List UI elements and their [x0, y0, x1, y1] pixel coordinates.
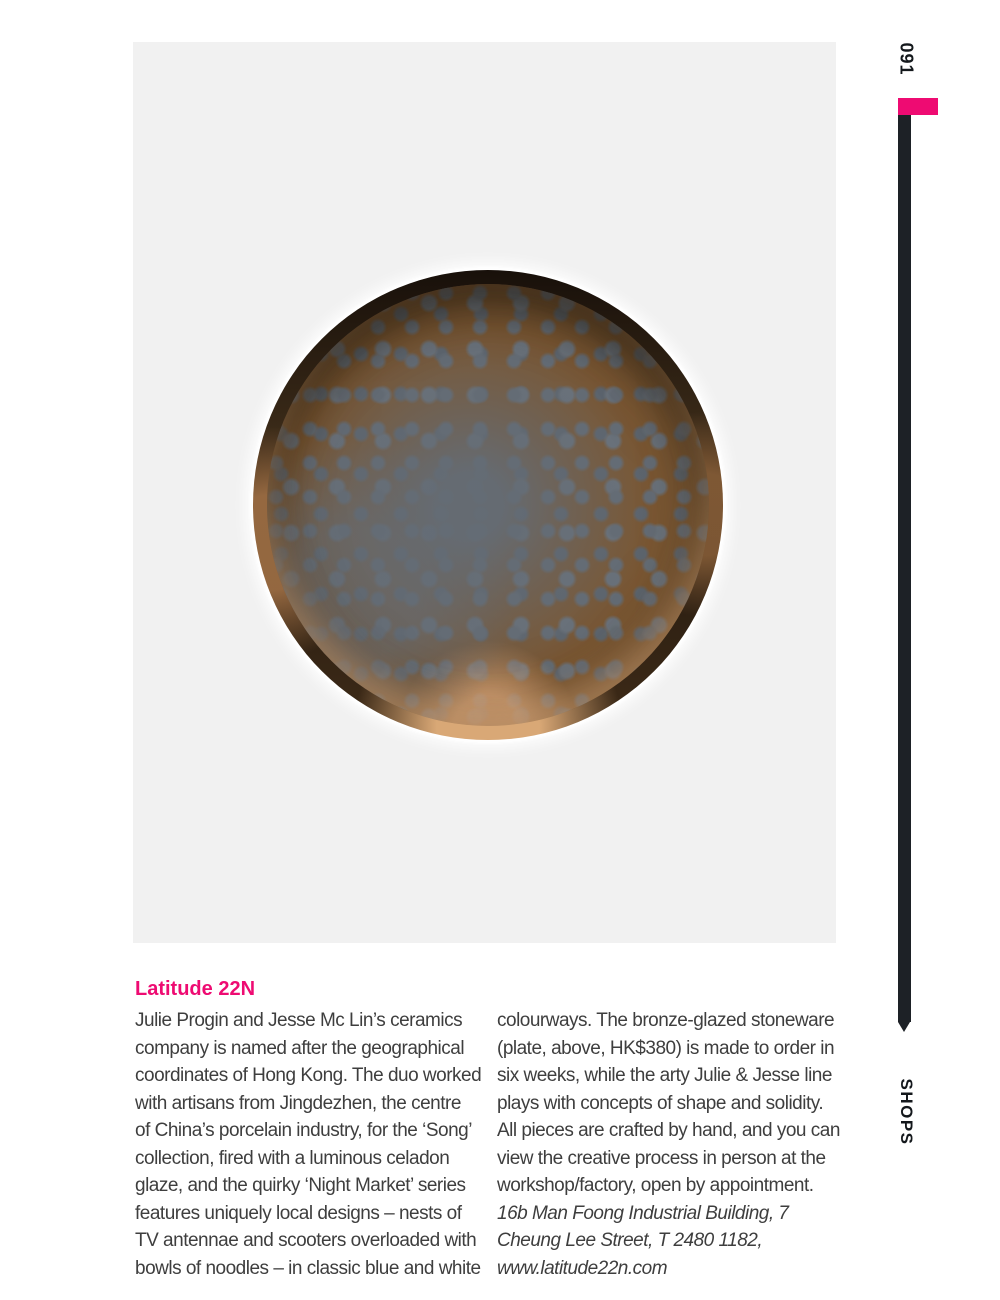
text-line: company is named after the geographical [135, 1037, 465, 1059]
text-line: of China’s porcelain industry, for the ‘Song’ [135, 1120, 472, 1141]
article-column-left [135, 1007, 481, 1282]
plate-glaze-texture [267, 284, 709, 726]
text-line: All pieces are crafted by hand, and you can [497, 1120, 840, 1141]
text-line: with artisans from Jingdezhen, the centre [135, 1092, 461, 1114]
edge-rule-line [898, 115, 911, 1022]
article-body-right [497, 1007, 840, 1200]
arrow-down-icon [898, 1022, 910, 1032]
text-line: coordinates of Hong Kong. The duo worked [135, 1065, 482, 1086]
text-line: glaze, and the quirky ‘Night Market’ series [135, 1175, 466, 1196]
text-line: collection, fired with a luminous celadon [135, 1147, 450, 1169]
text-line: colourways. The bronze-glazed stoneware [497, 1010, 835, 1031]
text-line: bowls of noodles – in classic blue and white [135, 1257, 481, 1279]
pink-edge-marker [898, 98, 938, 115]
section-label: SHOPS [897, 1078, 916, 1146]
bronze-plate-image [253, 270, 723, 740]
text-line: view the creative process in person at the [497, 1147, 826, 1169]
text-line: workshop/factory, open by appointment. [497, 1175, 814, 1196]
text-line: features uniquely local designs – nests of [135, 1202, 462, 1224]
photo-panel [133, 42, 836, 943]
article-title: Latitude 22N [135, 978, 256, 1000]
text-line: www.latitude22n.com [497, 1257, 668, 1279]
text-line: six weeks, while the arty Julie & Jesse line [497, 1065, 832, 1086]
text-line: Julie Progin and Jesse Mc Lin’s ceramics [135, 1010, 463, 1031]
page-number: 091 [896, 42, 917, 76]
text-line: 16b Man Foong Industrial Building, 7 [497, 1202, 789, 1224]
text-line: plays with concepts of shape and solidity. [497, 1092, 824, 1114]
text-line: (plate, above, HK$380) is made to order in [497, 1037, 835, 1059]
address-block [497, 1200, 840, 1283]
article-column-right [497, 1007, 840, 1282]
text-line: TV antennae and scooters overloaded with [135, 1230, 477, 1251]
text-line: Cheung Lee Street, T 2480 1182, [497, 1230, 763, 1251]
